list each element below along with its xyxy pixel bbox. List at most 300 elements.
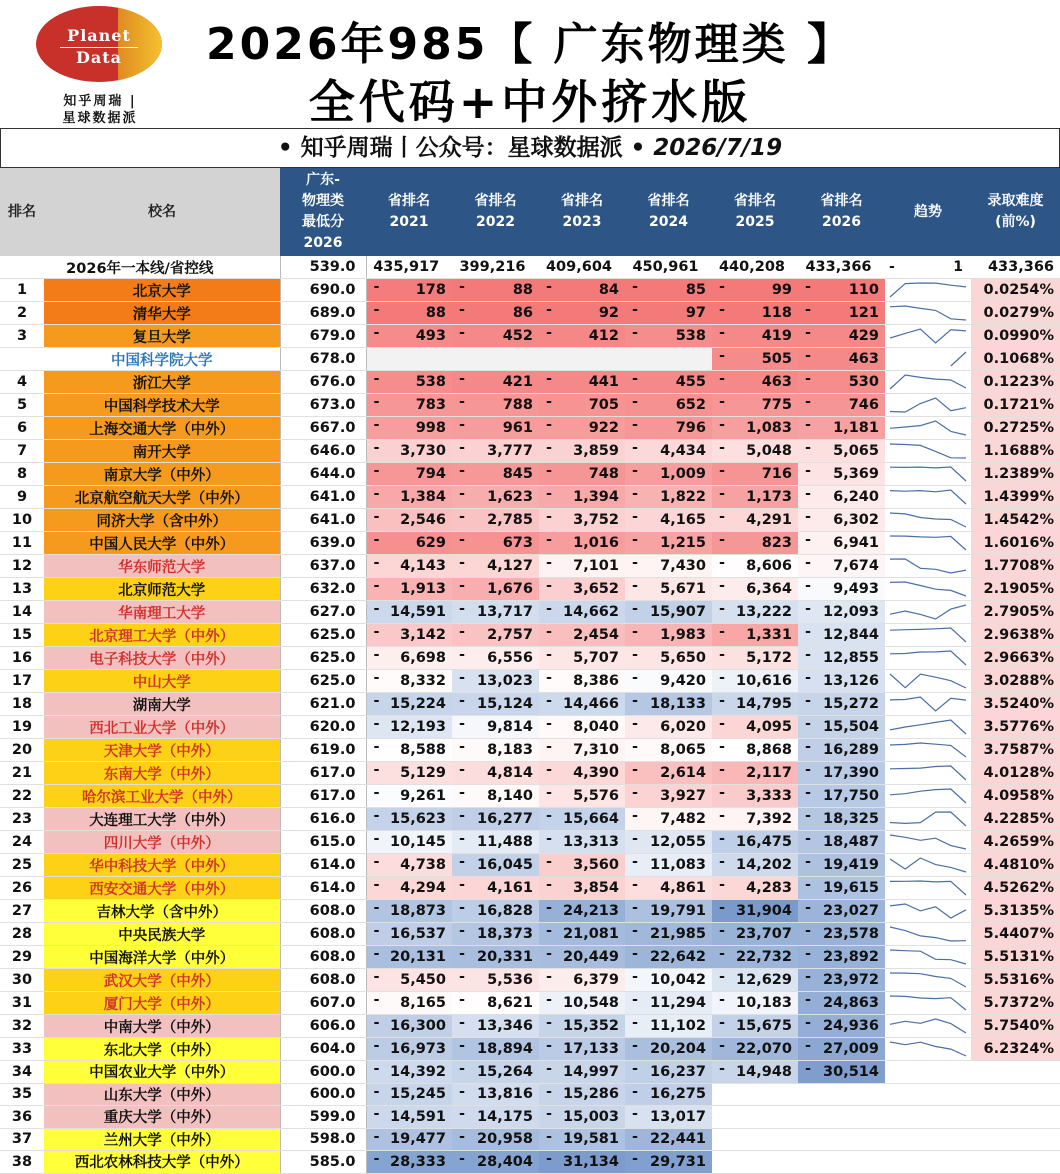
rank-value: 14,175 [477,1108,533,1125]
trend-sparkline-cell [885,785,971,808]
rank-cell: 10 [0,509,44,532]
school-name-cell: 清华大学 [44,302,280,325]
baseline-value: 409,604 [539,256,625,279]
rank-value: 6,379 [573,972,619,988]
min-score-cell: 676.0 [280,371,366,394]
rank-value: 31,904 [736,903,792,919]
rank-value: 845 [502,466,533,482]
min-score-cell: 667.0 [280,417,366,440]
rank-value: 15,272 [823,696,879,712]
rank-cell: 25 [0,854,44,877]
trend-line [890,858,966,872]
rank-2022-cell: - 673 [452,532,539,555]
rank-2021-cell: - 18,873 [366,900,452,923]
school-name-cell: 同济大学（含中外） [44,509,280,532]
col-header-2021 [366,168,452,256]
rank-value: 4,291 [746,512,792,528]
table-row [0,417,1060,440]
rank-value: 1,913 [400,581,446,597]
admission-pct-cell: 0.0254% [971,279,1060,302]
admission-pct-cell: 2.1905% [971,578,1060,601]
rank-2026-cell: - 7,674 [798,555,885,578]
rank-2024-cell: - 7,482 [625,808,712,831]
rank-value: 10,145 [390,834,446,850]
rank-cell: 18 [0,693,44,716]
trend-sparkline [885,785,971,807]
rank-value: 16,475 [736,834,792,850]
rank-2024-cell: - 21,985 [625,923,712,946]
rank-2026-cell: - 18,325 [798,808,885,831]
rank-2023-cell: - 84 [539,279,625,302]
admission-pct-cell: 2.9663% [971,647,1060,670]
trend-sparkline-cell [885,900,971,923]
rank-2023-cell: - 15,286 [539,1083,625,1106]
school-name-cell: 厦门大学（中外） [44,992,280,1015]
school-name-cell: 浙江大学 [44,371,280,394]
trend-sparkline-cell [885,371,971,394]
baseline-value: 440,208 [712,256,798,279]
rank-2022-cell: - 452 [452,325,539,348]
baseline-trend-dash: - [889,259,895,275]
rank-value: 5,707 [573,650,619,666]
school-name-cell: 中央民族大学 [44,923,280,946]
trend-sparkline [885,348,971,370]
rank-value: 429 [848,328,879,344]
school-name-cell: 兰州大学（中外） [44,1128,280,1151]
admission-pct-cell: 5.5131% [971,946,1060,969]
trend-sparkline-cell [885,831,971,854]
trend-sparkline-cell [885,716,971,739]
rank-cell: 7 [0,440,44,463]
rank-value: 23,578 [823,926,879,942]
trend-sparkline [885,854,971,876]
school-name-cell: 中国科学院大学 [44,348,280,371]
rank-2021-cell: - 629 [366,532,452,555]
trend-sparkline [885,371,971,393]
rank-2024-cell: - 8,065 [625,739,712,762]
table-row [0,371,1060,394]
rank-value: 16,045 [477,857,533,873]
min-score-cell: 606.0 [280,1015,366,1038]
rank-2025-cell: - 505 [712,348,798,371]
rank-value: 788 [502,397,533,413]
logo-line-2: Data [76,48,122,67]
trend-line [890,1019,966,1033]
rank-2023-cell: - 2,454 [539,624,625,647]
trend-sparkline [885,302,971,324]
rank-2024-cell: - 4,861 [625,877,712,900]
rank-2023-cell: - 5,707 [539,647,625,670]
pct-header-line: (前%) [995,214,1036,230]
rank-2025-cell: - 823 [712,532,798,555]
min-score-cell: 617.0 [280,785,366,808]
rank-2024-cell [625,348,712,371]
trend-sparkline-cell [885,279,971,302]
rank-cell: 33 [0,1038,44,1061]
rank-2026-cell: - 1,181 [798,417,885,440]
rank-2022-cell: - 13,346 [452,1015,539,1038]
rank-2025-cell: - 4,095 [712,716,798,739]
rank-value: 28,404 [477,1153,533,1170]
rank-value: 4,161 [487,880,533,896]
rank-2026-cell: - 9,493 [798,578,885,601]
rank-2022-cell: - 4,161 [452,877,539,900]
rank-cell: 2 [0,302,44,325]
rank-value: 6,240 [833,489,879,505]
trend-sparkline [885,532,971,554]
rank-value: 6,364 [746,581,792,597]
min-score-cell: 598.0 [280,1128,366,1151]
rank-value: 783 [415,397,446,413]
table-row [0,1083,1060,1106]
rank-cell: 26 [0,877,44,900]
rank-2024-cell: - 652 [625,394,712,417]
rank-value: 4,283 [746,880,792,896]
rank-2026-cell: - 12,855 [798,647,885,670]
rank-value: 3,854 [573,880,619,896]
score-header-line: 物理类 [302,193,344,209]
rank-cell: 9 [0,486,44,509]
rank-value: 16,537 [390,926,446,942]
school-name-cell: 东南大学（中外） [44,762,280,785]
rank-2025-cell: - 775 [712,394,798,417]
rank-value: 30,514 [823,1063,879,1080]
rank-2025-cell: - 8,868 [712,739,798,762]
rank-value: 796 [675,420,706,436]
min-score-cell: 608.0 [280,969,366,992]
rank-2025-cell [712,1083,798,1106]
rank-2025-cell: - 14,948 [712,1061,798,1084]
rank-value: 1,016 [573,535,619,551]
rank-2026-cell: - 429 [798,325,885,348]
col-header-name: 校名 [44,168,280,256]
rank-2026-cell: - 24,863 [798,992,885,1015]
min-score-cell: 673.0 [280,394,366,417]
rank-value: 16,275 [650,1086,706,1103]
rank-value: 14,591 [390,604,446,620]
rank-cell: 6 [0,417,44,440]
rank-2022-cell: - 8,621 [452,992,539,1015]
trend-sparkline-cell [885,348,971,371]
rank-2021-cell: - 178 [366,279,452,302]
rank-2021-cell: - 783 [366,394,452,417]
rank-value: 4,095 [746,719,792,735]
baseline-pct: 433,366 [971,256,1060,279]
rank-value: 5,576 [573,788,619,804]
rank-value: 84 [598,282,619,298]
min-score-cell: 614.0 [280,854,366,877]
trend-sparkline-cell [885,486,971,509]
school-name-cell: 北京大学 [44,279,280,302]
rank-2024-cell: - 538 [625,325,712,348]
trend-sparkline-cell [885,877,971,900]
rank-2022-cell: - 1,676 [452,578,539,601]
rank-value: 11,083 [650,857,706,873]
rank-value: 15,675 [736,1018,792,1034]
rank-2026-cell: - 19,419 [798,854,885,877]
trend-line [890,467,966,481]
rank-value: 20,958 [477,1131,533,1148]
baseline-value: 399,216 [452,256,539,279]
rank-value: 11,102 [650,1018,706,1034]
pct-header-line: 录取难度 [987,193,1044,209]
rank-value: 19,419 [823,857,879,873]
admission-pct-cell [971,1106,1060,1129]
rank-value: 14,795 [736,696,792,712]
rank-value: 452 [502,328,533,344]
rank-value: 1,822 [660,489,706,505]
school-name-cell: 北京师范大学 [44,578,280,601]
table-row [0,463,1060,486]
rank-value: 463 [761,374,792,390]
trend-line [890,835,966,849]
table-row [0,831,1060,854]
rank-value: 10,548 [563,995,619,1011]
trend-line [890,398,966,412]
trend-sparkline-cell [885,394,971,417]
rank-value: 412 [588,328,619,344]
rank-value: 13,816 [477,1086,533,1103]
col-header-2026 [798,168,885,256]
rank-value: 4,861 [660,880,706,896]
school-name-cell: 西北农林科技大学（中外） [44,1151,280,1174]
min-score-cell: 679.0 [280,325,366,348]
rank-2024-cell: - 11,294 [625,992,712,1015]
rank-value: 16,828 [477,903,533,919]
rank-cell: 32 [0,1015,44,1038]
title-line-1: 2026年985【 广东物理类 】 [206,19,854,70]
rank-2026-cell: - 13,126 [798,670,885,693]
col-header-pct [971,168,1060,256]
year-header-year: 2023 [562,214,602,230]
trend-sparkline-cell [885,624,971,647]
rank-cell: 31 [0,992,44,1015]
rank-2025-cell: - 10,616 [712,670,798,693]
rank-2024-cell: - 12,055 [625,831,712,854]
table-row [0,601,1060,624]
rank-value: 6,020 [660,719,706,735]
admission-pct-cell: 5.7540% [971,1015,1060,1038]
min-score-cell: 644.0 [280,463,366,486]
rank-2022-cell: - 18,894 [452,1038,539,1061]
year-header-label: 省排名 [474,193,517,209]
rank-2024-cell: - 1,822 [625,486,712,509]
rank-2026-cell: - 110 [798,279,885,302]
rank-2021-cell: - 1,384 [366,486,452,509]
rank-2021-cell: - 20,131 [366,946,452,969]
admission-pct-cell: 1.2389% [971,463,1060,486]
min-score-cell: 646.0 [280,440,366,463]
rank-value: 7,101 [573,558,619,574]
baseline-trend [885,256,971,279]
rank-2021-cell: - 8,332 [366,670,452,693]
rank-value: 455 [675,374,706,390]
rank-cell: 8 [0,463,44,486]
rank-value: 13,346 [477,1018,533,1034]
rank-2025-cell: - 118 [712,302,798,325]
rank-value: 15,124 [477,696,533,712]
rank-value: 12,193 [390,719,446,735]
rank-2025-cell: - 463 [712,371,798,394]
rank-2021-cell [366,348,452,371]
trend-line [890,904,966,918]
rank-value: 13,717 [477,604,533,620]
rank-value: 14,466 [563,696,619,712]
rank-value: 12,093 [823,604,879,620]
rank-value: 17,750 [823,788,879,804]
admission-pct-cell: 5.7372% [971,992,1060,1015]
trend-line [890,973,966,987]
rank-cell: 36 [0,1106,44,1129]
rank-value: 748 [588,466,619,482]
school-name-cell: 西安交通大学（中外） [44,877,280,900]
rank-value: 3,333 [746,788,792,804]
rank-value: 775 [761,397,792,413]
rank-2025-cell: - 716 [712,463,798,486]
rank-value: 2,117 [746,765,792,781]
table-row [0,1151,1060,1174]
table-row [0,532,1060,555]
admission-pct-cell: 4.2285% [971,808,1060,831]
table-body [0,256,1060,1173]
table-row [0,808,1060,831]
rank-2024-cell: - 11,102 [625,1015,712,1038]
rank-2025-cell: - 1,083 [712,417,798,440]
rank-value: 29,731 [650,1153,706,1170]
rank-cell: 27 [0,900,44,923]
rank-2022-cell: - 20,331 [452,946,539,969]
rank-2025-cell: - 1,331 [712,624,798,647]
rank-value: 3,730 [400,443,446,459]
table-row [0,325,1060,348]
rank-value: 15,664 [563,811,619,827]
rank-2025-cell: - 13,222 [712,601,798,624]
trend-line [890,375,966,389]
rank-2023-cell: - 14,997 [539,1061,625,1084]
trend-line [890,789,966,803]
rank-2024-cell: - 85 [625,279,712,302]
rank-value: 17,133 [563,1041,619,1057]
rank-value: 5,065 [833,443,879,459]
rank-value: 19,581 [563,1131,619,1148]
rank-2025-cell: - 15,675 [712,1015,798,1038]
school-name-cell: 中山大学 [44,670,280,693]
rank-cell: 24 [0,831,44,854]
rank-2023-cell: - 922 [539,417,625,440]
rank-2026-cell: - 6,302 [798,509,885,532]
trend-sparkline [885,647,971,669]
planet-data-logo [36,6,162,82]
rank-value: 1,181 [833,420,879,436]
rank-2021-cell: - 15,623 [366,808,452,831]
rank-cell: 4 [0,371,44,394]
min-score-cell: 678.0 [280,348,366,371]
rank-2025-cell: - 14,202 [712,854,798,877]
table-row [0,877,1060,900]
rank-value: 3,859 [573,443,619,459]
rank-2023-cell: - 6,379 [539,969,625,992]
subtitle-bar [0,128,1060,168]
trend-sparkline-cell [885,302,971,325]
rank-2022-cell: - 14,175 [452,1106,539,1129]
trend-sparkline [885,946,971,968]
rank-2023-cell: - 3,560 [539,854,625,877]
table-row [0,348,1060,371]
rank-2024-cell: - 22,642 [625,946,712,969]
rank-value: 14,591 [390,1108,446,1125]
min-score-cell: 627.0 [280,601,366,624]
table-row [0,555,1060,578]
rank-value: 629 [415,535,446,551]
admission-pct-cell: 2.9638% [971,624,1060,647]
rank-value: 419 [761,328,792,344]
rank-cell: 1 [0,279,44,302]
rank-cell: 20 [0,739,44,762]
trend-sparkline-cell [885,1038,971,1061]
table-row [0,1038,1060,1061]
rank-2024-cell: - 16,275 [625,1083,712,1106]
rank-cell: 12 [0,555,44,578]
rank-2021-cell: - 4,143 [366,555,452,578]
trend-sparkline [885,279,971,301]
rank-2025-cell: - 10,183 [712,992,798,1015]
rank-2023-cell: - 15,352 [539,1015,625,1038]
rank-value: 998 [415,420,446,436]
min-score-cell: 625.0 [280,647,366,670]
baseline-value: 433,366 [798,256,885,279]
rank-2025-cell: - 1,173 [712,486,798,509]
rank-value: 19,477 [390,1131,446,1148]
admission-pct-cell: 3.5776% [971,716,1060,739]
rank-2021-cell: - 16,973 [366,1038,452,1061]
school-name-cell: 南开大学 [44,440,280,463]
trend-sparkline-cell [885,647,971,670]
admission-pct-cell: 1.4542% [971,509,1060,532]
school-name-cell: 大连理工大学（中外） [44,808,280,831]
rank-value: 12,055 [650,834,706,850]
rank-2023-cell: - 3,854 [539,877,625,900]
rank-2022-cell: - 8,183 [452,739,539,762]
trend-sparkline-cell [885,1106,971,1129]
rank-2025-cell: - 12,629 [712,969,798,992]
rank-value: 14,662 [563,604,619,620]
rank-2024-cell: - 11,083 [625,854,712,877]
school-name-cell: 四川大学（中外） [44,831,280,854]
min-score-cell: 600.0 [280,1061,366,1084]
rank-value: 14,392 [390,1063,446,1080]
trend-line [890,582,966,596]
rank-2024-cell: - 2,614 [625,762,712,785]
rank-value: 5,369 [833,466,879,482]
rank-2023-cell: - 412 [539,325,625,348]
rank-value: 11,488 [477,834,533,850]
min-score-cell: 614.0 [280,877,366,900]
rank-value: 18,133 [650,696,706,712]
rank-2026-cell: - 24,936 [798,1015,885,1038]
rank-2024-cell: - 4,165 [625,509,712,532]
rank-value: 9,420 [660,673,706,689]
rank-cell: 15 [0,624,44,647]
rank-value: 12,629 [736,972,792,988]
trend-sparkline-cell [885,555,971,578]
rank-value: 13,313 [563,834,619,850]
school-name-cell: 北京航空航天大学（中外） [44,486,280,509]
min-score-cell: 621.0 [280,693,366,716]
rank-value: 1,173 [746,489,792,505]
rank-value: 5,536 [487,972,533,988]
rank-2021-cell: - 88 [366,302,452,325]
rank-value: 18,894 [477,1041,533,1057]
